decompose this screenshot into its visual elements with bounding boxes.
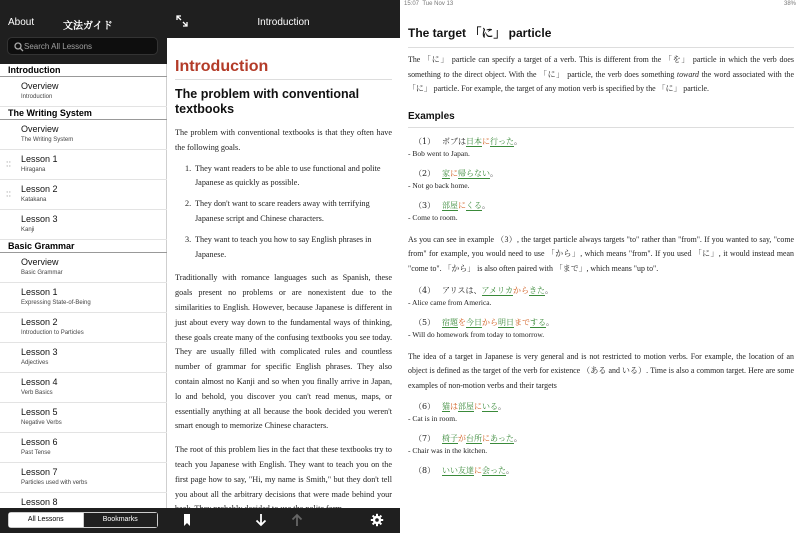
item-title: Lesson 2	[21, 184, 58, 194]
vocab-link[interactable]: 部屋	[442, 200, 458, 210]
vocab-link[interactable]: きた	[528, 285, 545, 295]
item-title: Overview	[21, 124, 59, 134]
app-title: 文法ガイド	[63, 21, 113, 32]
example-sentence: （8） いい友達に会った。	[414, 466, 514, 476]
example-sentence: （2） 家に帰らない。 - Not go back home.	[408, 168, 498, 190]
item-subtitle: Katakana	[21, 197, 47, 203]
vocab-link[interactable]: 日本	[466, 136, 482, 146]
list-item[interactable]	[0, 253, 167, 283]
vocab-link[interactable]: 行った	[490, 136, 514, 146]
item-subtitle: Negative Verbs	[21, 420, 62, 426]
item-title: Lesson 1	[21, 287, 58, 297]
vocab-link[interactable]: 明日	[498, 317, 514, 327]
paragraph: The idea of a target in Japanese is very general and is not restricted to motion verbs. For example, the location of an object is defined as the target of the verb for existence （ある and いる）. Time is also a common target. Here are some examples of non-motion verbs and their targets	[408, 351, 794, 390]
gear-icon[interactable]	[370, 513, 384, 527]
tab-all-lessons[interactable]: All Lessons	[9, 513, 83, 527]
list-item[interactable]	[0, 180, 167, 210]
vocab-link[interactable]: 家	[442, 168, 450, 178]
item-subtitle: Kanji	[21, 227, 35, 233]
item-subtitle: Adjectives	[21, 360, 49, 366]
item-subtitle: Verb Basics	[21, 390, 53, 396]
list-item: 3. They want to teach you how to say English phrases in Japanese.	[185, 234, 372, 259]
list-item[interactable]	[0, 373, 167, 403]
item-title: Lesson 7	[21, 467, 58, 477]
bookmark-icon[interactable]	[180, 513, 194, 527]
list-item[interactable]	[0, 463, 167, 493]
page-title: Introduction	[175, 58, 392, 80]
item-subtitle: Hiragana	[21, 167, 46, 173]
search-input[interactable]	[24, 39, 156, 54]
item-subtitle: Basic Grammar	[21, 270, 63, 276]
list-item[interactable]	[0, 433, 167, 463]
list-item[interactable]	[0, 77, 167, 107]
example-sentence: （3） 部屋にくる。 - Come to room.	[408, 200, 490, 222]
example-sentence: （7） 椅子が台所にあった。 - Chair was in the kitchen.	[408, 434, 522, 456]
vocab-link[interactable]: 帰らない	[458, 168, 490, 178]
vocab-link[interactable]: アメリカ	[481, 285, 513, 295]
arrow-up-icon[interactable]	[290, 513, 304, 527]
list-item: 2. They don't want to scare readers away with terrifying Japanese script and Chinese characters.	[185, 199, 370, 223]
about-button[interactable]: About	[8, 17, 35, 28]
list-item[interactable]	[0, 210, 167, 240]
section-header: The Writing System	[0, 107, 167, 120]
vocab-link[interactable]: いい友達	[442, 466, 474, 476]
status-time: 15:07 Tue Nov 13	[404, 1, 454, 7]
item-subtitle: Past Tense	[21, 450, 51, 456]
item-subtitle: Particles used with verbs	[21, 480, 88, 486]
nav-title: Introduction	[257, 17, 310, 28]
example-sentence: （6） 猫は部屋にいる。 - Cat is in room.	[408, 402, 506, 424]
item-title: Lesson 2	[21, 317, 58, 327]
vocab-link[interactable]: 部屋	[458, 402, 474, 412]
lesson-sidebar	[0, 0, 167, 533]
paragraph: Traditionally with romance languages such as Spanish, these goals present no problems or are nonexistent due to the similarities to English. However, because Japanese is different in just about every way down to the fundamental ways of thinking, these goals create many of the confusing textbooks you see today. They are usually filled with complicated rules and countless number of grammar for specific English phrases. They also contain almost no Kanji and so when you finally arrive in Japan, lo and behold, you discover you can't read menus, maps, or essentially anything at all because the book decided you weren't smart enough to memorize Chinese characters.	[175, 273, 392, 431]
reorder-grip-icon	[6, 190, 11, 198]
vocab-link[interactable]: する	[530, 317, 546, 327]
list-item[interactable]	[0, 283, 167, 313]
vocab-link[interactable]: 宿題	[442, 317, 458, 327]
list-item[interactable]	[0, 343, 167, 373]
lesson-article	[167, 38, 400, 508]
item-title: Overview	[21, 257, 59, 267]
vocab-link[interactable]: 猫	[442, 402, 450, 412]
section-heading: The problem with conventional textbooks	[175, 87, 360, 116]
lesson-list	[0, 64, 167, 508]
list-item[interactable]	[0, 313, 167, 343]
item-title: Lesson 6	[21, 437, 58, 447]
item-subtitle: The Writing System	[21, 137, 74, 143]
lesson-content-pane	[167, 0, 400, 533]
list-item[interactable]	[0, 150, 167, 180]
content-nav-bar	[167, 0, 400, 38]
arrow-down-icon[interactable]	[254, 513, 268, 527]
vocab-link[interactable]: 会った	[482, 466, 506, 476]
list-item: 1. They want readers to be able to use functional and polite Japanese as quickly as possible.	[185, 163, 381, 188]
item-title: Lesson 1	[21, 154, 58, 164]
search-bar[interactable]	[7, 37, 158, 55]
item-subtitle: Introduction	[21, 94, 53, 100]
example-sentence: （1） ボブは日本に行った。 - Bob went to Japan.	[408, 136, 522, 158]
status-battery: 38%	[783, 1, 796, 7]
lesson-detail-pane	[400, 0, 800, 533]
vocab-link[interactable]: 椅子	[442, 434, 458, 444]
item-title: Lesson 3	[21, 214, 58, 224]
list-item[interactable]	[0, 403, 167, 433]
section-header: Introduction	[0, 64, 167, 77]
paragraph: The root of this problem lies in the fact that these textbooks try to teach you Japanese with English. They want to teach you on the first page how to say, "Hi, my name is Smith," but they don't tell you about all the arbitrary decisions that were made behind your	[175, 445, 392, 499]
lesson-article	[408, 24, 794, 477]
item-title: Lesson 3	[21, 347, 58, 357]
item-subtitle: Introduction to Particles	[21, 330, 84, 336]
section-heading: The target 「に」 particle	[408, 24, 794, 48]
examples-heading: Examples	[408, 111, 794, 128]
vocab-link[interactable]: 台所	[466, 434, 482, 444]
reorder-grip-icon	[6, 160, 11, 168]
content-toolbar	[167, 508, 400, 533]
example-sentence: （5） 宿題を今日から明日までする。 - Will do homework from today to tomorrow.	[408, 317, 554, 339]
lesson-filter-segmented-control	[8, 512, 158, 528]
paragraph: The problem with conventional textbooks is that they often have the following goals.	[175, 128, 392, 152]
item-title: Lesson 5	[21, 407, 58, 417]
item-title: Overview	[21, 81, 59, 91]
sidebar-footer	[0, 508, 167, 533]
paragraph: The 「に」 particle can specify a target of a verb. This is different from the 「を」 particle in which the verb does something to the direct object. With the 「に」 particle, the verb does something toward the word associated with the 「に」 particle. For example, the target of any motion verb is specified by the 「に」 particle.	[408, 55, 794, 94]
vocab-link[interactable]: あった	[490, 434, 514, 444]
vocab-link[interactable]: 今日	[466, 317, 482, 327]
item-title: Lesson 8	[21, 497, 58, 507]
paragraph: As you can see in example （3）, the target particle always targets "to" rather than "from". If you wanted to say, "come from" for example, you would need to use 「から」, which means "from". If you used 「に」, it would instead mean "come to". 「から」 is also often paired with 「まで」, which means "up to".	[408, 234, 794, 273]
section-header: Basic Grammar	[0, 240, 167, 253]
item-title: Lesson 4	[21, 377, 58, 387]
status-bar-right	[400, 0, 800, 9]
tab-bookmarks[interactable]: Bookmarks	[83, 513, 158, 527]
example-sentence: （4） アリスは、アメリカからきた。 - Alice came from America.	[408, 285, 553, 307]
vocab-link[interactable]: いる	[482, 402, 498, 412]
sidebar-header	[0, 0, 167, 64]
list-item[interactable]	[0, 120, 167, 150]
item-subtitle: Expressing State-of-Being	[21, 300, 91, 306]
vocab-link[interactable]: くる	[466, 200, 482, 210]
